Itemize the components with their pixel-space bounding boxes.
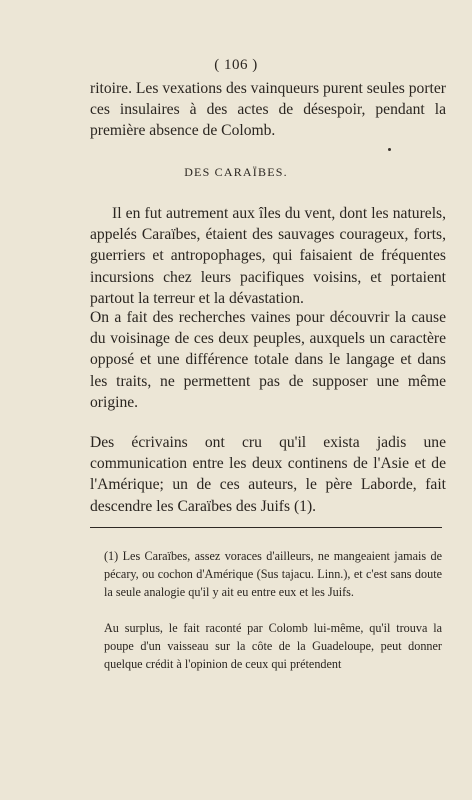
footnote-divider <box>90 527 442 528</box>
footnote-1: (1) Les Caraïbes, assez voraces d'ailleurs, ne mangeaient jamais de pécary, ou cochon d'Amérique (Sus tajacu. Linn.), et c'est sans doute la seule analogie qu'il y ait eu entre eux et les Juifs. <box>104 549 442 599</box>
ink-speck <box>388 148 391 151</box>
section-title: DES CARAÏBES. <box>184 165 288 179</box>
paragraph-continuation: ritoire. Les vexations des vainqueurs purent seules porter ces insulaires à des actes de désespoir, pendant la première absence de Colomb. <box>90 80 446 140</box>
paragraph-iles-du-vent: Il en fut autrement aux îles du vent, dont les naturels, appelés Caraïbes, étaient des sauvages courageux, forts, guerriers et antropophages, qui faisaient de fréquentes incursions chez leurs pacifiques voisins, et portaient partout la terreur et la dévastation. <box>90 205 446 307</box>
footnote-2: Au surplus, le fait raconté par Colomb lui-même, qu'il trouva la poupe d'un vaisseau sur la côte de la Guadeloupe, peut donner quelque crédit à l'opinion de ceux qui prétendent <box>104 621 442 671</box>
paragraph-ecrivains: Des écrivains ont cru qu'il exista jadis une communication entre les deux continens de l'Asie et de l'Amérique; un de ces auteurs, le père Laborde, fait descendre les Caraïbes des Juifs (1). <box>90 434 446 515</box>
page-number: ( 106 ) <box>214 57 258 73</box>
paragraph-recherches: On a fait des recherches vaines pour découvrir la cause du voisinage de ces deux peuples, auxquels un caractère opposé et une différence totale dans le langage et dans les traits, ne permettent pas de supposer une même origine. <box>90 309 446 411</box>
